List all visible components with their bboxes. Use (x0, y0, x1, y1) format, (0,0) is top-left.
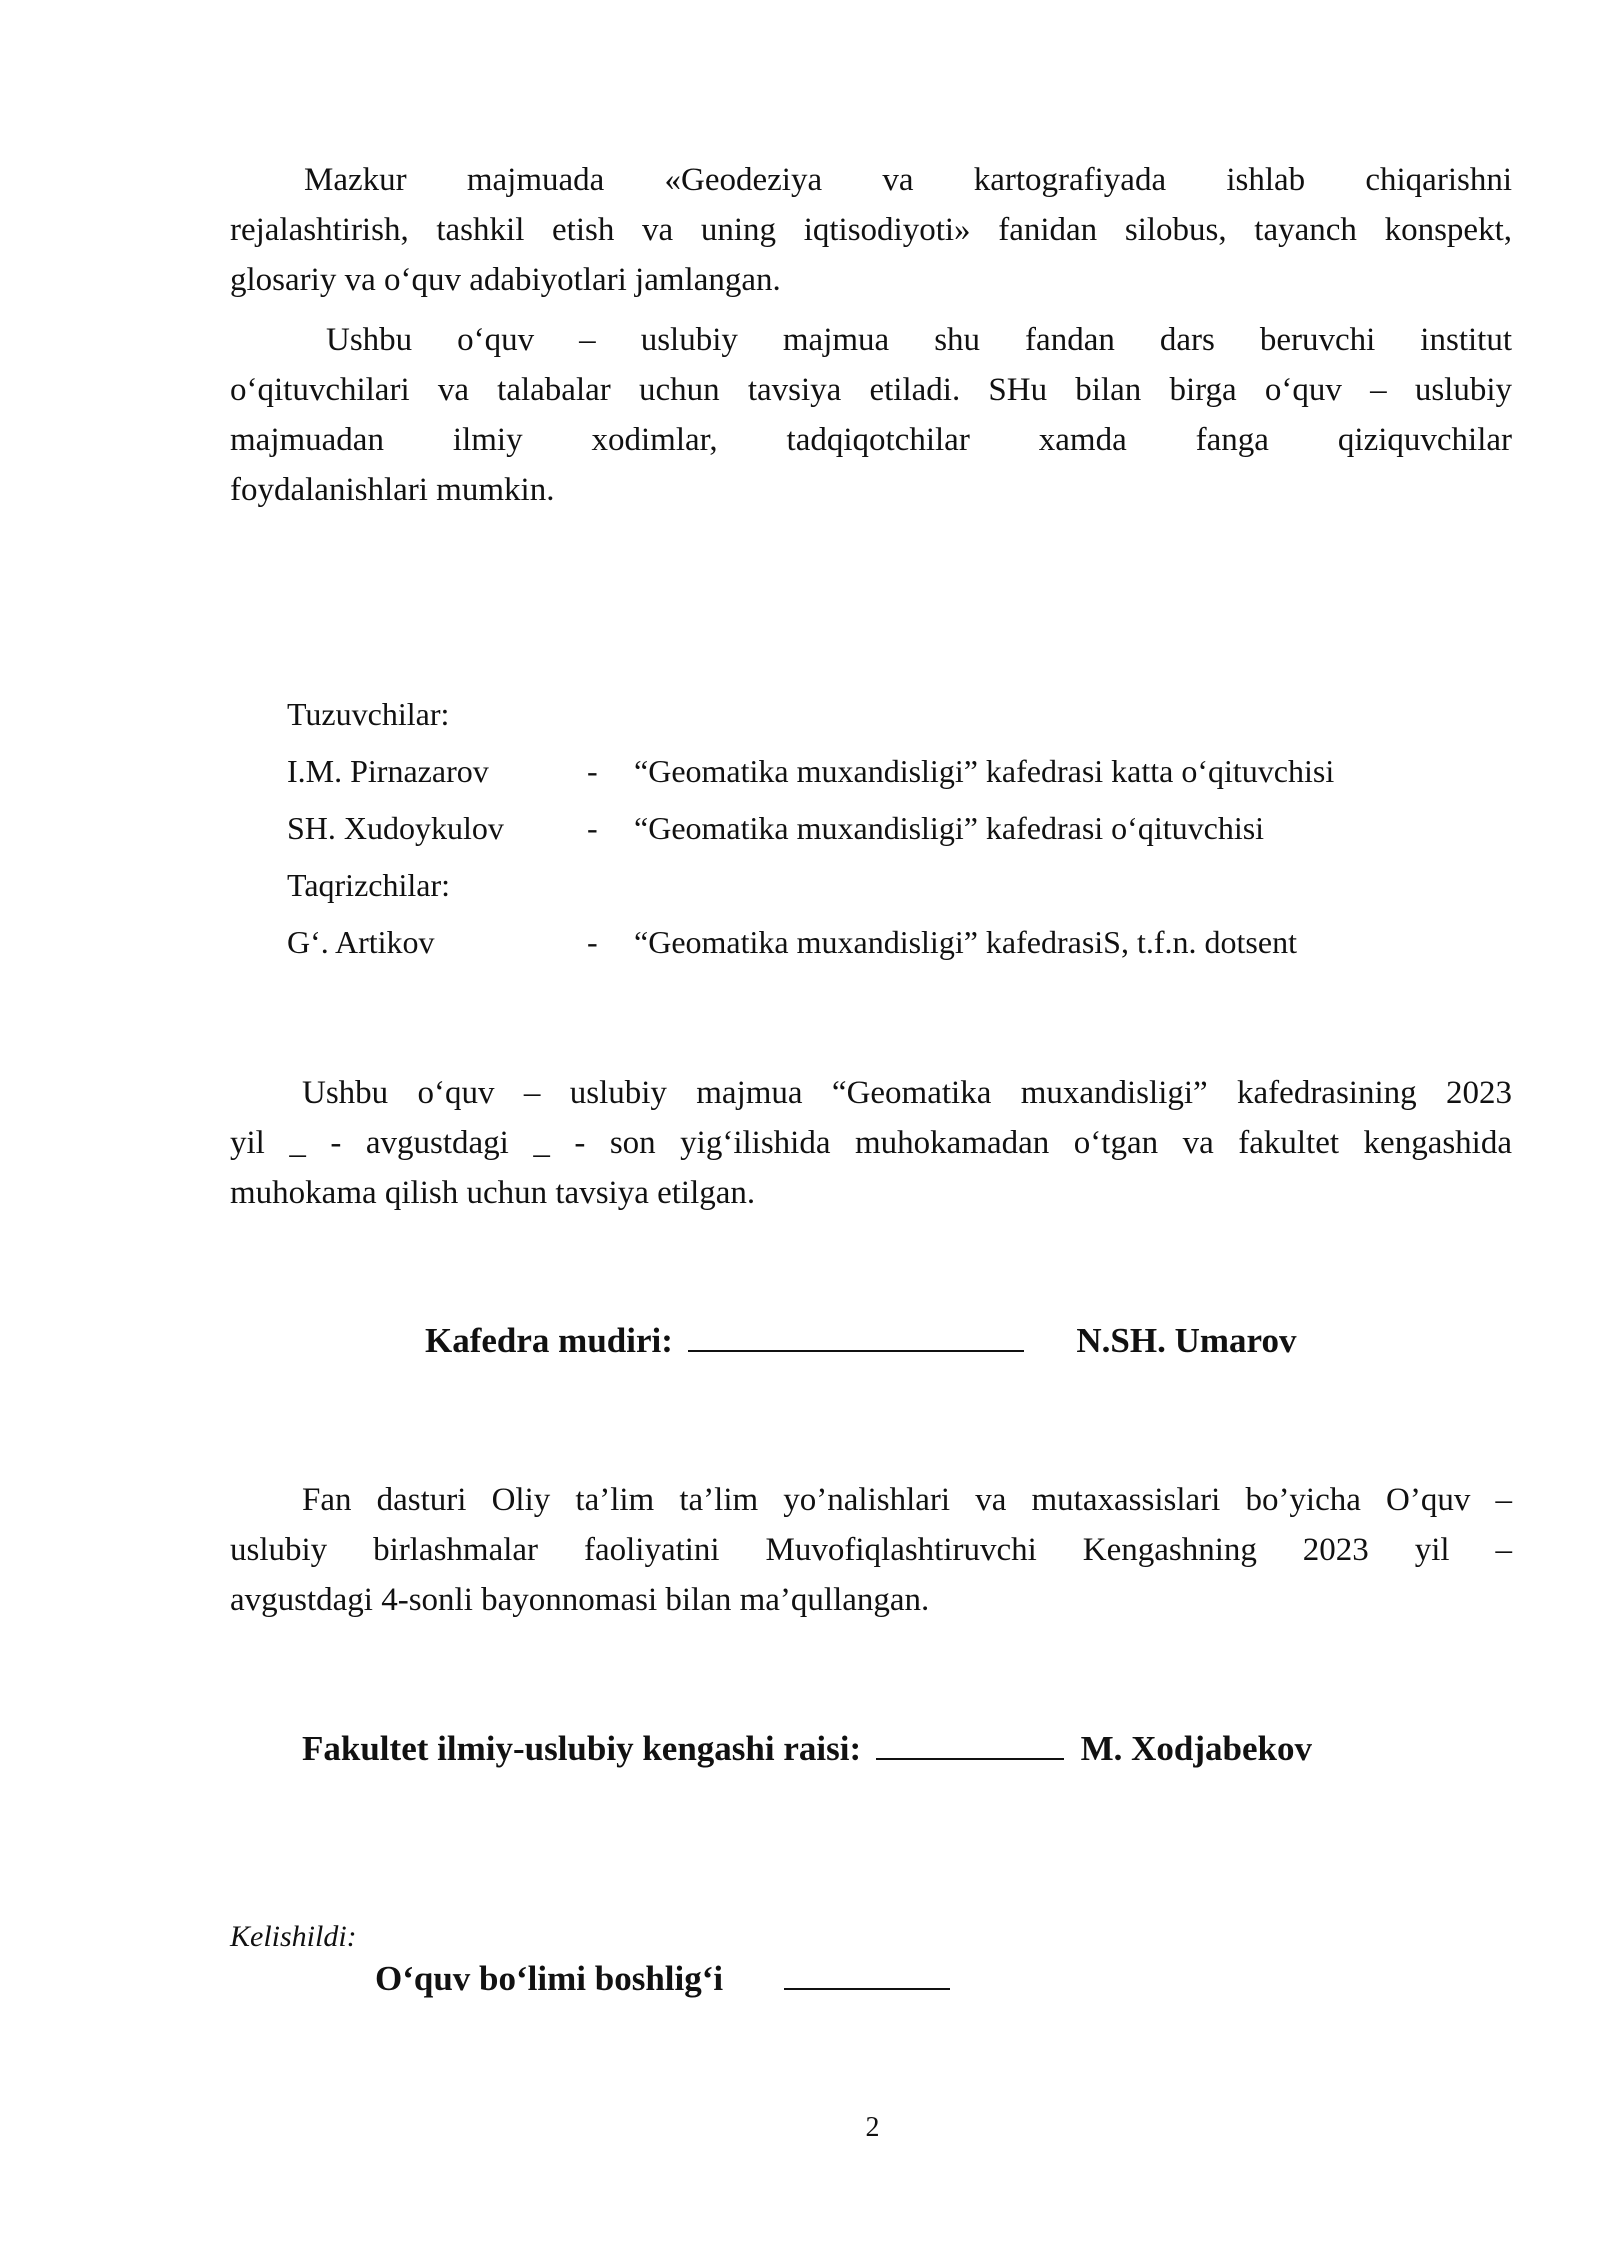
intro-paragraph-1 (230, 155, 1512, 305)
compiler-row (287, 800, 1487, 857)
academic-office-label: O‘quv bo‘limi boshlig‘i (375, 1959, 724, 1998)
academic-office-signature (375, 1958, 950, 1999)
text-line: Fan dasturi Oliy ta’lim ta’lim yo’nalishlari va mutaxassislari bo’yicha O’quv – (302, 1482, 1512, 1518)
compiler-name: I.M. Pirnazarov (287, 753, 489, 789)
faculty-chair-signature (302, 1728, 1312, 1769)
signature-line (784, 1958, 950, 1990)
credits-block (287, 686, 1487, 971)
text-line: glosariy va o‘quv adabiyotlari jamlangan. (230, 262, 781, 298)
department-head-name: N.SH. Umarov (1076, 1321, 1297, 1360)
text-line: Ushbu o‘quv – uslubiy majmua shu fandan dars beruvchi institut (326, 322, 1512, 358)
faculty-chair-label: Fakultet ilmiy-uslubiy kengashi raisi: (302, 1729, 862, 1768)
signature-line (876, 1728, 1064, 1760)
text-line: rejalashtirish, tashkil etish va uning iqtisodiyoti» fanidan silobus, tayanch konspekt, (230, 212, 1512, 248)
program-note-paragraph (230, 1475, 1512, 1625)
text-line: Mazkur majmuada «Geodeziya va kartografiyada ishlab chiqarishni (304, 162, 1512, 198)
faculty-chair-name: M. Xodjabekov (1080, 1729, 1313, 1768)
compilers-label-row (287, 686, 1487, 743)
text-line: avgustdagi 4-sonli bayonnomasi bilan ma’qullangan. (230, 1582, 930, 1618)
dash-separator: - (587, 924, 598, 960)
page-number: 2 (865, 2112, 880, 2143)
compilers-label: Tuzuvchilar: (287, 696, 450, 732)
reviewers-label-row (287, 857, 1487, 914)
compiler-name: SH. Xudoykulov (287, 810, 504, 846)
dash-separator: - (587, 753, 598, 789)
reviewer-row (287, 914, 1487, 971)
intro-paragraph-2 (230, 315, 1512, 515)
text-line: yil _ - avgustdagi _ - son yig‘ilishida muhokamadan o‘tgan va fakultet kengashida (230, 1125, 1512, 1161)
compiler-row (287, 743, 1487, 800)
signature-line (688, 1320, 1024, 1352)
reviewers-label: Taqrizchilar: (287, 867, 450, 903)
dash-separator: - (587, 810, 598, 846)
agreed-label: Kelishildi: (230, 1920, 357, 1953)
approval-paragraph (230, 1068, 1512, 1218)
text-line: o‘qituvchilari va talabalar uchun tavsiya etiladi. SHu bilan birga o‘quv – uslubiy (230, 372, 1512, 408)
department-head-signature (425, 1320, 1296, 1361)
text-line: uslubiy birlashmalar faoliyatini Muvofiqlashtiruvchi Kengashning 2023 yil – (230, 1532, 1512, 1568)
compiler-role: “Geomatika muxandisligi” kafedrasi o‘qituvchisi (634, 810, 1265, 846)
text-line: foydalanishlari mumkin. (230, 472, 555, 508)
reviewer-role: “Geomatika muxandisligi” kafedrasiS, t.f.n. dotsent (634, 924, 1297, 960)
text-line: Ushbu o‘quv – uslubiy majmua “Geomatika muxandisligi” kafedrasining 2023 (302, 1075, 1512, 1111)
department-head-label: Kafedra mudiri: (425, 1321, 673, 1360)
compiler-role: “Geomatika muxandisligi” kafedrasi katta o‘qituvchisi (634, 753, 1335, 789)
text-line: majmuadan ilmiy xodimlar, tadqiqotchilar xamda fanga qiziquvchilar (230, 422, 1512, 458)
reviewer-name: G‘. Artikov (287, 924, 435, 960)
text-line: muhokama qilish uchun tavsiya etilgan. (230, 1175, 756, 1211)
